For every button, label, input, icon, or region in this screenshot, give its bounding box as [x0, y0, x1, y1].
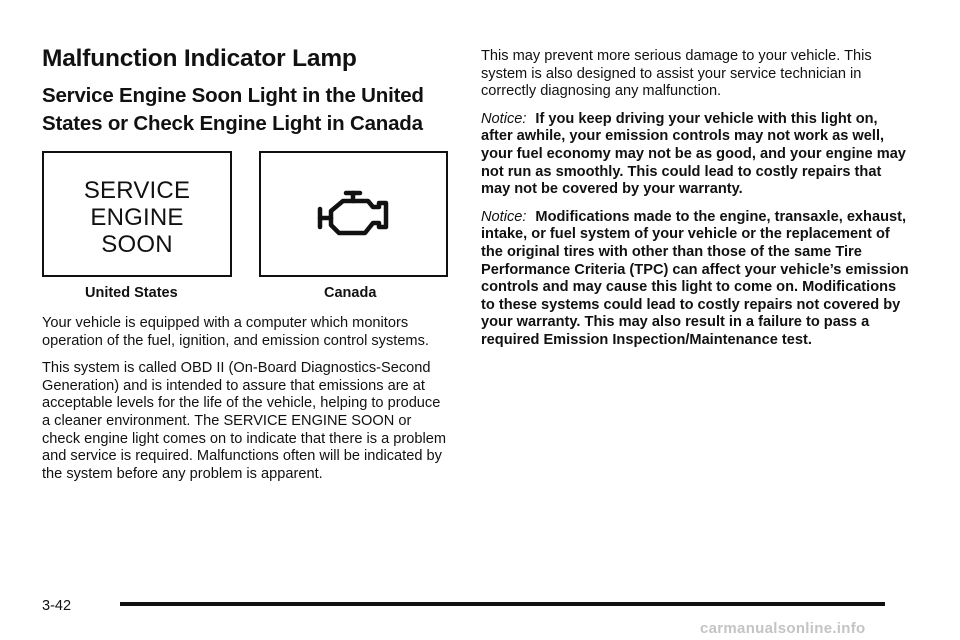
- body-paragraph: This may prevent more serious damage to your vehicle. This system is also designed to assist your service technician in correctly diagnosing any malfunction.: [481, 48, 872, 100]
- check-engine-icon: [316, 189, 394, 241]
- caption-united-states: United States: [85, 285, 178, 301]
- notice-label: Notice:: [481, 208, 527, 225]
- lamp-text-line: ENGINE: [90, 204, 184, 231]
- page-title: Malfunction Indicator Lamp: [42, 45, 357, 72]
- notice-label: Notice:: [481, 110, 527, 127]
- indicator-figures: [42, 151, 452, 301]
- footer-rule: [120, 602, 885, 606]
- section-heading: Service Engine Soon Light in the United States or Check Engine Light in Canada: [42, 84, 424, 135]
- body-paragraph: Your vehicle is equipped with a computer which monitors operation of the fuel, ignition, and emission control systems.: [42, 315, 429, 349]
- page-number: 3-42: [42, 598, 72, 614]
- service-engine-soon-text: [44, 177, 230, 258]
- notice-paragraph: [481, 111, 911, 199]
- lamp-text-line: SOON: [101, 231, 173, 258]
- left-column: [42, 44, 452, 493]
- notice-text: If you keep driving your vehicle with this light on, after awhile, your emission controls may not work as well, your fuel economy may not be as good, and your engine may not run as smoothly. This could lead to costly repairs that may not be covered by your warranty.: [481, 110, 906, 198]
- service-engine-soon-lamp: [42, 151, 232, 277]
- body-paragraph: This system is called OBD II (On-Board Diagnostics-Second Generation) and is intended to assure that emissions are at acceptable levels for the life of the vehicle, helping to produce a cleaner environment. The SERVICE ENGINE SOON or check engine light comes on to indicate that there is a problem and service is required. Malfunctions often will be indicated by the system before any problem is apparent.: [42, 360, 446, 482]
- notice-text: Modifications made to the engine, transaxle, exhaust, intake, or fuel system of your vehicle or the replacement of the original tires with other than those of the same Tire Performance Criteria (TPC) can affect your vehicle’s emission controls and may cause this light to come on. Modifications to these systems could lead to costly repairs not covered by your warranty. This may also result in a failure to pass a required Emission Inspection/Maintenance test.: [481, 208, 909, 348]
- lamp-text-line: SERVICE: [83, 177, 191, 204]
- watermark: carmanualsonline.info: [700, 620, 866, 637]
- notice-paragraph: [481, 209, 911, 350]
- check-engine-lamp: [259, 151, 448, 277]
- right-column: [481, 44, 911, 360]
- caption-canada: Canada: [324, 285, 377, 301]
